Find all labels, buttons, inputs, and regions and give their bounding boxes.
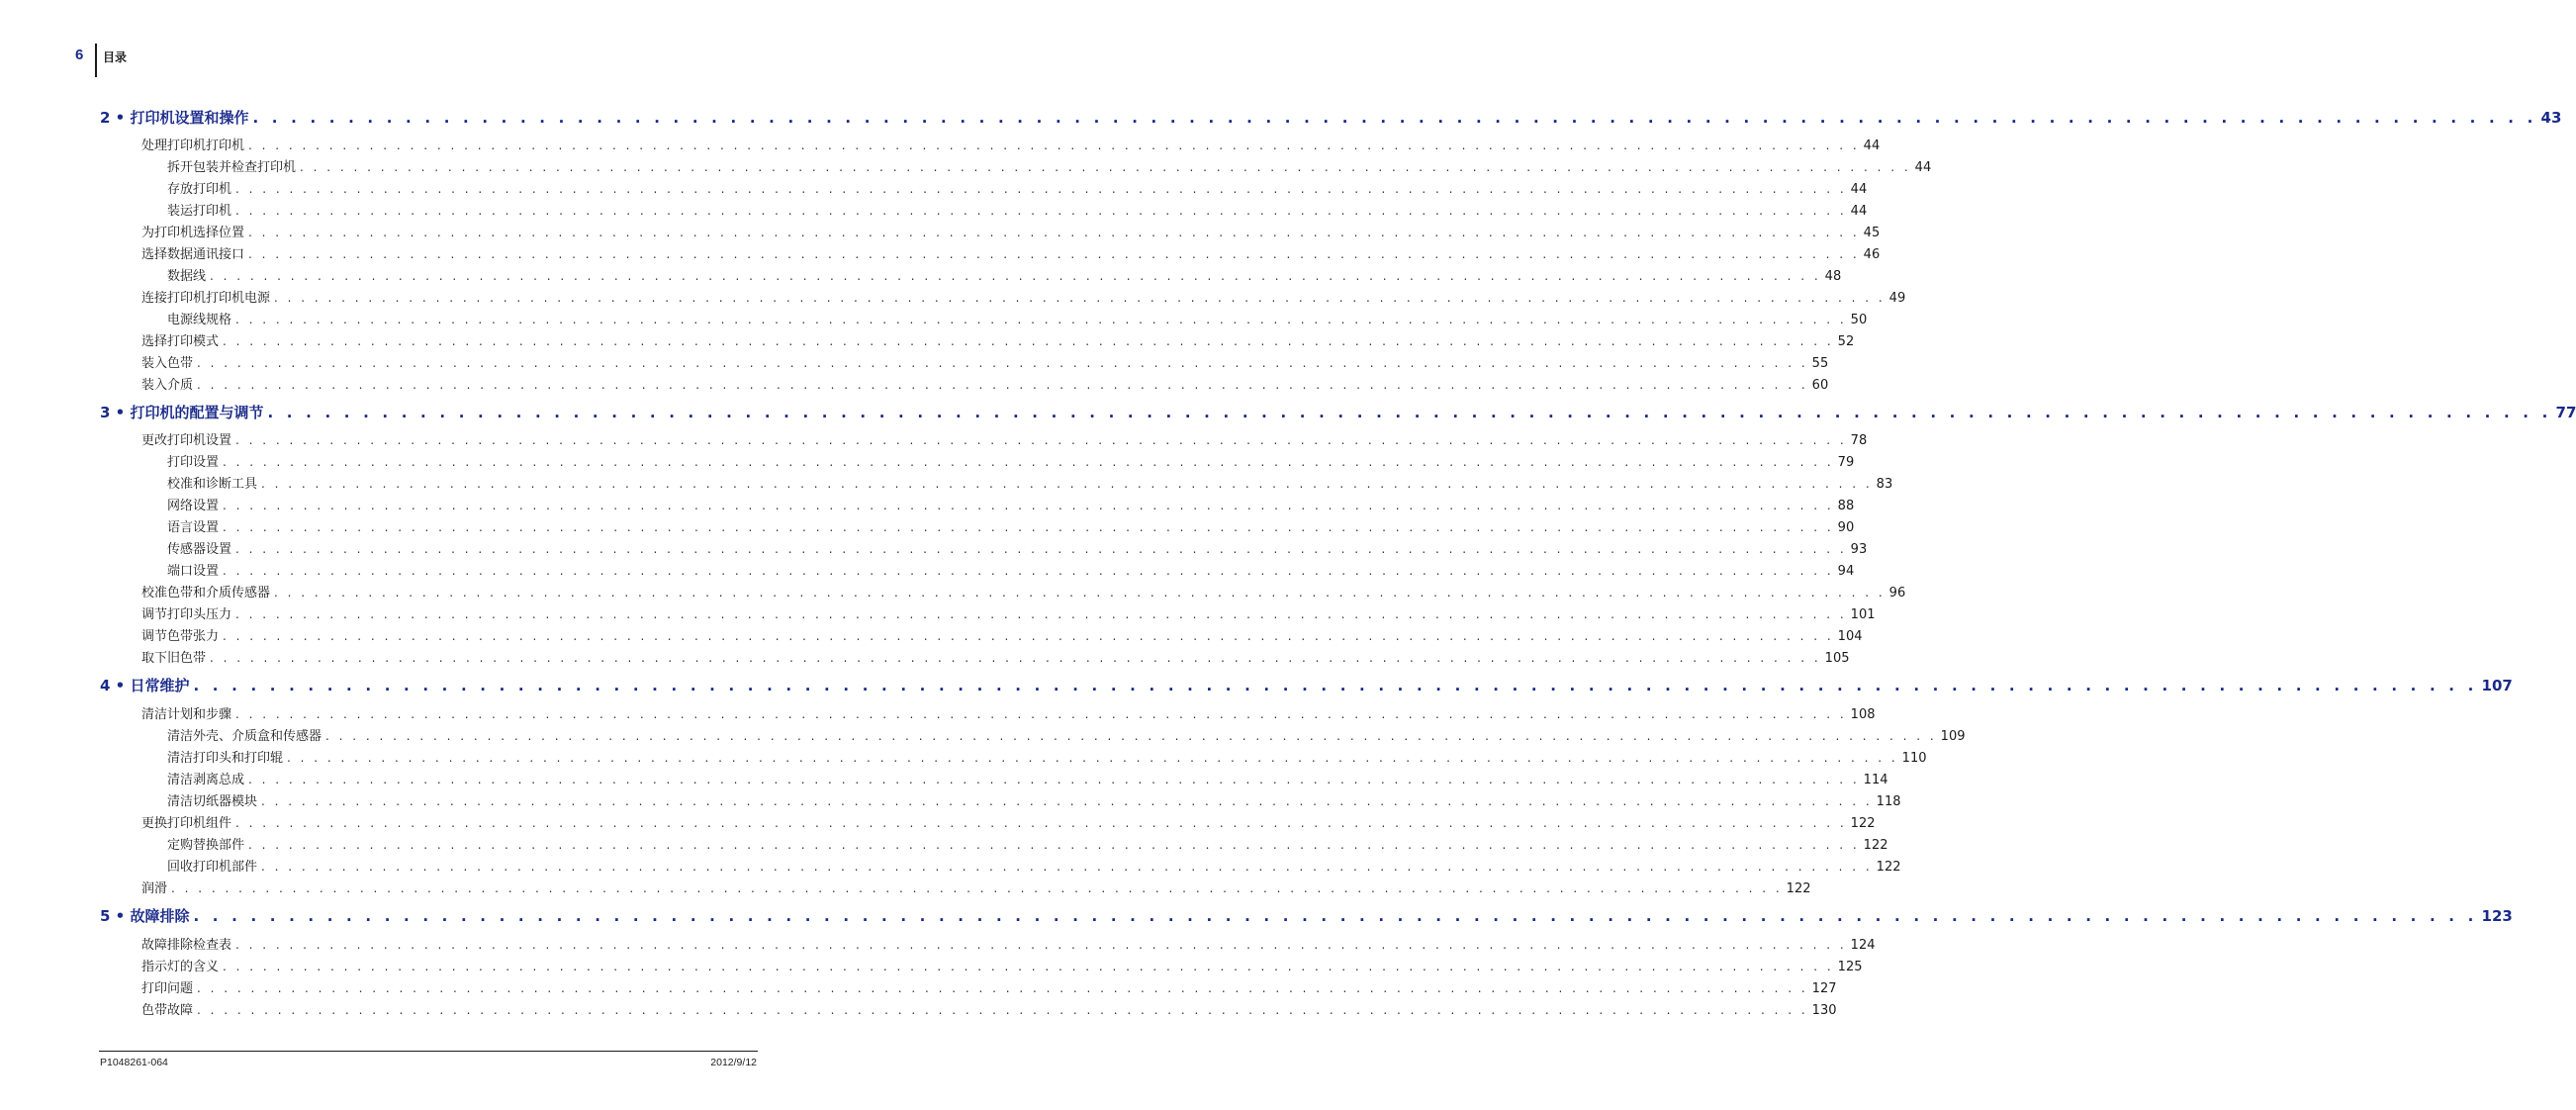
toc-entry-page: 130 [1811,1003,1837,1018]
toc-leader-dots: . . . . . . . . . . . . . . . . . . . . . . . . . . . . . . . . . . . . . . . . . . . . . . . . . . . . . . . . . . . . . . . . . . . . . . . . . . . . . . . . . . . . . . . . . . . . . . . . . . . . . . . . . . . . . . . . . . . . . . . . [235,938,1847,952]
toc-entry-page: 90 [1837,520,1855,535]
toc-leader-dots: . . . . . . . . . . . . . . . . . . . . . . . . . . . . . . . . . . . . . . . . . . . . . . . . . . . . . . . . . . . . . . . . . . . . . . . . . . . . . . . . . . . . . . . . . . . . . . . . . . . . . . . . . . . . . . . . . . . . . . . . [235,707,1847,721]
toc-entry[interactable] [167,200,1868,219]
toc-entry-page: 125 [1837,960,1863,974]
toc-leader-dots: . . . . . . . . . . . . . . . . . . . . . . . . . . . . . . . . . . . . . . . . . . . . . . . . . . . . . . . . . . . . . . . . . . . . . . . . . . . . . . . . . . . . . . . . . . . . . . . . . . . . . . . . . . . . . . . . . . . . . . . . [325,729,1937,743]
toc-entry-label: 端口设置 [167,564,220,579]
toc-entry-page: 43 [2540,109,2562,127]
toc-entry-page: 127 [1811,981,1837,996]
toc-entry-label: 校准色带和介质传感器 [141,586,271,601]
toc-entry[interactable] [141,625,1863,644]
toc-entry-label: 3 • 打印机的配置与调节 [100,404,264,421]
toc-entry-page: 88 [1837,499,1855,513]
toc-entry-page: 105 [1824,651,1850,666]
toc-entry-label: 调节色带张力 [141,629,220,644]
toc-entry-page: 122 [1876,860,1901,875]
toc-entry[interactable] [141,603,1876,622]
toc-entry-label: 打印设置 [167,455,220,470]
toc-entry-page: 124 [1850,938,1876,953]
toc-entry[interactable] [167,560,1855,579]
toc-leader-dots: . . . . . . . . . . . . . . . . . . . . . . . . . . . . . . . . . . . . . . . . . . . . . . . . . . . . . . . . . . . . . . . . . . . . . . . . . . . . . . . . . . . . . . . . . . . . . . . . . . . . . . . . . . . . . . . . . . . . . . . . [223,499,1834,512]
toc-entry-label: 2 • 打印机设置和操作 [100,109,249,127]
toc-entry[interactable] [141,582,1906,601]
toc-entry-page: 44 [1850,204,1868,219]
toc-leader-dots: . . . . . . . . . . . . . . . . . . . . . . . . . . . . . . . . . . . . . . . . . . . . . . . . . . . . . . . . . . . . . . . . . . . . . . . . . . . . . . . . . . . . . . . . . . . . . . . . . . . . . . . . . . . . . . . . . . . . . . . . [223,629,1834,643]
toc-leader-dots: . . . . . . . . . . . . . . . . . . . . . . . . . . . . . . . . . . . . . . . . . . . . . . . . . . . . . . . . . . . . . . . . . . . . . . . . . . . . . . . . . . . . . . . . . . . . . . . . . . . . . . . . . . . . . . . . . . . . . . . . [235,542,1847,556]
toc-entry[interactable] [167,309,1868,327]
toc-entry-label: 润滑 [141,881,168,896]
toc-leader-dots: . . . . . . . . . . . . . . . . . . . . . . . . . . . . . . . . . . . . . . . . . . . . . . . . . . . . . . . . . . . . . . . . . . . . . . . . . . . . . . . . . . . . . . . . . . . . . . . . . . . . . . . . . . . . . . . . . . . . . . . . [197,981,1808,995]
toc-leader-dots: . . . . . . . . . . . . . . . . . . . . . . . . . . . . . . . . . . . . . . . . . . . . . . . . . . . . . . . . . . . . . . . . . . . . . . . . . . . . . . . . . . . . . . . . . . . . . . . . . . . . . . . . . . . . . . . . . . . . . . . . [197,378,1808,392]
toc-entry[interactable] [141,999,1837,1018]
toc-entry-page: 50 [1850,313,1868,327]
header-page-number: 6 [75,46,84,63]
toc-entry-label: 选择打印模式 [141,334,220,349]
footer-doc-number: P1048261-064 [100,1057,168,1068]
toc-entry-label: 4 • 日常维护 [100,677,190,694]
toc-leader-dots: . . . . . . . . . . . . . . . . . . . . . . . . . . . . . . . . . . . . . . . . . . . . . . . . . . . . . . . . . . . . . . . . . . . . . . . . . . . . . . . . . . . . . . . . . . . . . . . . . . . . . . . . . . . . . . . . . . . . . . . . [235,607,1847,621]
toc-chapter-entry[interactable] [100,402,2576,422]
toc-leader-dots: . . . . . . . . . . . . . . . . . . . . . . . . . . . . . . . . . . . . . . . . . . . . . . . . . . . . . . . . . . . . . . . . . . . . . . . . . . . . . . . . . . . . . . . . . . . . . . . . . . . . . . . . . . . . . . . . . . . . . . . . [223,520,1834,534]
toc-entry-label: 更改打印机设置 [141,433,232,448]
toc-leader-dots: . . . . . . . . . . . . . . . . . . . . . . . . . . . . . . . . . . . . . . . . . . . . . . . . . . . . . . . . . . . . . . . . . . . . . . . . . . . . . . . . . . . . . . . . . . . . . . . . . . . . . . . . . . . . . . . . . . . . . . . . [223,960,1834,973]
toc-entry-label: 调节打印头压力 [141,607,232,622]
toc-leader-dots: . . . . . . . . . . . . . . . . . . . . . . . . . . . . . . . . . . . . . . . . . . . . . . . . . . . . . . . . . . . . . . . . . . . . . . . . . . . . . . . . . . . . . . . . . . . . . . . . . . . . . . . . . . . . . . . . . . . . . . . . [235,182,1847,196]
toc-entry-page: 77 [2555,404,2576,421]
toc-entry-label: 装运打印机 [167,204,232,219]
toc-entry[interactable] [167,856,1901,875]
toc-entry-page: 108 [1850,707,1876,722]
toc-entry[interactable] [167,747,1927,766]
toc-entry[interactable] [167,834,1888,853]
toc-entry[interactable] [141,374,1829,393]
toc-entry[interactable] [167,538,1868,557]
toc-leader-dots: . . . . . . . . . . . . . . . . . . . . . . . . . . . . . . . . . . . . . . . . . . . . . . . . . . . . . . . . . . . . . . . . . . . . . . . . . . . . . . . . . . . . . . . . . . . . . . . . . . . . . . . . . . . . . . . . . . . . . . . . [223,564,1834,578]
toc-leader-dots: . . . . . . . . . . . . . . . . . . . . . . . . . . . . . . . . . . . . . . . . . . . . . . . . . . . . . . . . . . . . . . . . . . . . . . . . . . . . . . . . . . . . . . . . . . . . . . . . . . . . . . . . . . . . . . . . . . . . . . . . [248,139,1860,152]
toc-entry-label: 5 • 故障排除 [100,907,190,925]
toc-entry-label: 网络设置 [167,499,220,513]
toc-entry[interactable] [167,451,1855,470]
toc-entry-page: 44 [1863,139,1881,153]
toc-entry-page: 123 [2481,907,2513,925]
toc-entry[interactable] [141,222,1881,240]
toc-entry-page: 45 [1863,226,1881,240]
toc-entry-label: 清洁剥离总成 [167,773,245,787]
toc-leader-dots: . . . . . . . . . . . . . . . . . . . . . . . . . . . . . . . . . . . . . . . . . . . . . . . . . . . . . . . . . . . . . . . . . . . . . . . . . . . . . . . . . . . . . . . . . . . . . . . . . . . . . . . . . . . . . . . . . . . . . . . . [300,160,1911,174]
toc-entry-label: 装入色带 [141,356,194,371]
toc-chapter-entry[interactable] [100,905,2513,926]
toc-entry-label: 装入介质 [141,378,194,393]
toc-entry-page: 60 [1811,378,1829,393]
toc-entry-page: 44 [1914,160,1932,175]
toc-leader-dots: . . . . . . . . . . . . . . . . . . . . . . . . . . . . . . . . . . . . . . . . . . . . . . . . . . . . . . . . . . . . . . . . . . . . . . . . . . . . . . . . . . . . . . . . . . . . . . . . . . . . . . . . . . . . . . . . . . . . . . . . [261,860,1873,874]
toc-entry-label: 色带故障 [141,1003,194,1018]
toc-entry-page: 55 [1811,356,1829,371]
toc-entry-page: 122 [1863,838,1888,853]
toc-entry-label: 校准和诊断工具 [167,477,258,492]
toc-entry[interactable] [141,330,1855,349]
toc-entry-label: 清洁切纸器模块 [167,794,258,809]
toc-leader-dots: . . . . . . . . . . . . . . . . . . . . . . . . . . . . . . . . . . . . . . . . . . . . . . . . . . . . . . . . . . . . . . . . . . . . . . . . . . . . . . . . . . . . . . . . . . . . . . . . . . . . . . . . . . . . . . . . . . . . . . . . [261,477,1873,491]
toc-entry[interactable] [167,516,1855,535]
toc-leader-dots: . . . . . . . . . . . . . . . . . . . . . . . . . . . . . . . . . . . . . . . . . . . . . . . . . . . . . . . . . . . . . . . . . . . . . . . . . . . . . . . . . . . . . . . . . . . . . . . . . . . . . . . . . . . . . . . . . . . . . . . . [274,586,1886,600]
toc-entry[interactable] [167,790,1901,809]
toc-entry-page: 79 [1837,455,1855,470]
toc-entry-label: 传感器设置 [167,542,232,557]
toc-leader-dots: . . . . . . . . . . . . . . . . . . . . . . . . . . . . . . . . . . . . . . . . . . . . . . . . . . . . . . . . . . . . . . . . . . . . . . . . . . . . . . . . . . . . . . . . . . . . . . . . . . . . . . . . . . . . . . . . . . . . . . . . [248,226,1860,239]
toc-entry-page: 48 [1824,269,1842,284]
toc-entry-page: 109 [1940,729,1966,744]
toc-entry-page: 94 [1837,564,1855,579]
toc-leader-dots: . . . . . . . . . . . . . . . . . . . . . . . . . . . . . . . . . . . . . . . . . . . . . . . . . . . . . . . . . . . . . . . . . . . . . . . . . . . . . . . . . . . . . . . . . . . . . . . . . . . . . . . . . . . . . . . . . . . . . . . . [193,677,2478,694]
toc-leader-dots: . . . . . . . . . . . . . . . . . . . . . . . . . . . . . . . . . . . . . . . . . . . . . . . . . . . . . . . . . . . . . . . . . . . . . . . . . . . . . . . . . . . . . . . . . . . . . . . . . . . . . . . . . . . . . . . . . . . . . . . . [171,881,1783,895]
toc-entry-label: 数据线 [167,269,207,284]
toc-entry[interactable] [167,495,1855,513]
toc-entry-label: 选择数据通讯接口 [141,247,245,262]
toc-leader-dots: . . . . . . . . . . . . . . . . . . . . . . . . . . . . . . . . . . . . . . . . . . . . . . . . . . . . . . . . . . . . . . . . . . . . . . . . . . . . . . . . . . . . . . . . . . . . . . . . . . . . . . . . . . . . . . . . . . . . . . . . [287,751,1898,765]
toc-entry-page: 52 [1837,334,1855,349]
toc-entry-label: 拆开包装并检查打印机 [167,160,297,175]
toc-leader-dots: . . . . . . . . . . . . . . . . . . . . . . . . . . . . . . . . . . . . . . . . . . . . . . . . . . . . . . . . . . . . . . . . . . . . . . . . . . . . . . . . . . . . . . . . . . . . . . . . . . . . . . . . . . . . . . . . . . . . . . . . [197,1003,1808,1017]
toc-entry-label: 为打印机选择位置 [141,226,245,240]
toc-leader-dots: . . . . . . . . . . . . . . . . . . . . . . . . . . . . . . . . . . . . . . . . . . . . . . . . . . . . . . . . . . . . . . . . . . . . . . . . . . . . . . . . . . . . . . . . . . . . . . . . . . . . . . . . . . . . . . . . . . . . . . . . [235,313,1847,326]
toc-entry[interactable] [141,812,1876,831]
toc-entry-label: 故障排除检查表 [141,938,232,953]
toc-leader-dots: . . . . . . . . . . . . . . . . . . . . . . . . . . . . . . . . . . . . . . . . . . . . . . . . . . . . . . . . . . . . . . . . . . . . . . . . . . . . . . . . . . . . . . . . . . . . . . . . . . . . . . . . . . . . . . . . . . . . . . . . [274,291,1886,305]
toc-leader-dots: . . . . . . . . . . . . . . . . . . . . . . . . . . . . . . . . . . . . . . . . . . . . . . . . . . . . . . . . . . . . . . . . . . . . . . . . . . . . . . . . . . . . . . . . . . . . . . . . . . . . . . . . . . . . . . . . . . . . . . . . [210,269,1821,283]
toc-leader-dots: . . . . . . . . . . . . . . . . . . . . . . . . . . . . . . . . . . . . . . . . . . . . . . . . . . . . . . . . . . . . . . . . . . . . . . . . . . . . . . . . . . . . . . . . . . . . . . . . . . . . . . . . . . . . . . . . . . . . . . . . [235,433,1847,447]
toc-leader-dots: . . . . . . . . . . . . . . . . . . . . . . . . . . . . . . . . . . . . . . . . . . . . . . . . . . . . . . . . . . . . . . . . . . . . . . . . . . . . . . . . . . . . . . . . . . . . . . . . . . . . . . . . . . . . . . . . . . . . . . . . [197,356,1808,370]
toc-leader-dots: . . . . . . . . . . . . . . . . . . . . . . . . . . . . . . . . . . . . . . . . . . . . . . . . . . . . . . . . . . . . . . . . . . . . . . . . . . . . . . . . . . . . . . . . . . . . . . . . . . . . . . . . . . . . . . . . . . . . . . . . [193,907,2478,925]
toc-leader-dots: . . . . . . . . . . . . . . . . . . . . . . . . . . . . . . . . . . . . . . . . . . . . . . . . . . . . . . . . . . . . . . . . . . . . . . . . . . . . . . . . . . . . . . . . . . . . . . . . . . . . . . . . . . . . . . . . . . . . . . . . [248,838,1860,852]
toc-leader-dots: . . . . . . . . . . . . . . . . . . . . . . . . . . . . . . . . . . . . . . . . . . . . . . . . . . . . . . . . . . . . . . . . . . . . . . . . . . . . . . . . . . . . . . . . . . . . . . . . . . . . . . . . . . . . . . . . . . . . . . . . [223,455,1834,469]
toc-entry-page: 93 [1850,542,1868,557]
footer-rule [99,1051,758,1052]
toc-leader-dots: . . . . . . . . . . . . . . . . . . . . . . . . . . . . . . . . . . . . . . . . . . . . . . . . . . . . . . . . . . . . . . . . . . . . . . . . . . . . . . . . . . . . . . . . . . . . . . . . . . . . . . . . . . . . . . . . . . . . . . . . [223,334,1834,348]
toc-entry[interactable] [141,647,1850,666]
toc-entry-label: 定购替换部件 [167,838,245,853]
toc-entry-page: 101 [1850,607,1876,622]
toc-entry-label: 打印问题 [141,981,194,996]
toc-entry-page: 78 [1850,433,1868,448]
toc-entry-label: 连接打印机打印机电源 [141,291,271,306]
toc-entry[interactable] [141,934,1876,953]
toc-leader-dots: . . . . . . . . . . . . . . . . . . . . . . . . . . . . . . . . . . . . . . . . . . . . . . . . . . . . . . . . . . . . . . . . . . . . . . . . . . . . . . . . . . . . . . . . . . . . . . . . . . . . . . . . . . . . . . . . . . . . . . . . [248,247,1860,261]
toc-entry-label: 回收打印机部件 [167,860,258,875]
toc-entry[interactable] [141,243,1881,262]
toc-entry[interactable] [141,429,1868,448]
toc-entry-label: 电源线规格 [167,313,232,327]
toc-leader-dots: . . . . . . . . . . . . . . . . . . . . . . . . . . . . . . . . . . . . . . . . . . . . . . . . . . . . . . . . . . . . . . . . . . . . . . . . . . . . . . . . . . . . . . . . . . . . . . . . . . . . . . . . . . . . . . . . . . . . . . . . [210,651,1821,665]
toc-entry-label: 指示灯的含义 [141,960,220,974]
toc-entry-label: 清洁外壳、介质盒和传感器 [167,729,322,744]
toc-entry-page: 114 [1863,773,1888,787]
toc-entry[interactable] [167,265,1842,284]
toc-entry-page: 107 [2481,677,2513,694]
toc-entry[interactable] [141,956,1863,974]
toc-chapter-entry[interactable] [100,107,2562,128]
toc-entry[interactable] [141,878,1811,896]
toc-entry-label: 取下旧色带 [141,651,207,666]
toc-entry[interactable] [141,135,1881,153]
header-title: 目录 [103,50,128,64]
toc-entry-page: 122 [1786,881,1811,896]
toc-entry-page: 49 [1888,291,1906,306]
toc-entry[interactable] [141,703,1876,722]
toc-leader-dots: . . . . . . . . . . . . . . . . . . . . . . . . . . . . . . . . . . . . . . . . . . . . . . . . . . . . . . . . . . . . . . . . . . . . . . . . . . . . . . . . . . . . . . . . . . . . . . . . . . . . . . . . . . . . . . . . . . . . . . . . [261,794,1873,808]
toc-entry-page: 83 [1876,477,1893,492]
toc-leader-dots: . . . . . . . . . . . . . . . . . . . . . . . . . . . . . . . . . . . . . . . . . . . . . . . . . . . . . . . . . . . . . . . . . . . . . . . . . . . . . . . . . . . . . . . . . . . . . . . . . . . . . . . . . . . . . . . . . . . . . . . . [267,404,2552,421]
toc-entry-page: 118 [1876,794,1901,809]
toc-entry-label: 清洁计划和步骤 [141,707,232,722]
toc-entry-label: 处理打印机打印机 [141,139,245,153]
toc-entry[interactable] [141,287,1906,306]
toc-entry[interactable] [167,473,1893,492]
toc-entry-label: 清洁打印头和打印辊 [167,751,284,766]
toc-leader-dots: . . . . . . . . . . . . . . . . . . . . . . . . . . . . . . . . . . . . . . . . . . . . . . . . . . . . . . . . . . . . . . . . . . . . . . . . . . . . . . . . . . . . . . . . . . . . . . . . . . . . . . . . . . . . . . . . . . . . . . . . [235,204,1847,218]
toc-entry-page: 96 [1888,586,1906,601]
toc-chapter-entry[interactable] [100,675,2513,695]
toc-entry-label: 语言设置 [167,520,220,535]
footer-date: 2012/9/12 [710,1057,757,1068]
toc-entry[interactable] [167,769,1888,787]
toc-entry-label: 存放打印机 [167,182,232,197]
toc-entry-page: 122 [1850,816,1876,831]
toc-entry-page: 110 [1901,751,1927,766]
toc-entry[interactable] [167,178,1868,197]
toc-entry-label: 更换打印机组件 [141,816,232,831]
toc-leader-dots: . . . . . . . . . . . . . . . . . . . . . . . . . . . . . . . . . . . . . . . . . . . . . . . . . . . . . . . . . . . . . . . . . . . . . . . . . . . . . . . . . . . . . . . . . . . . . . . . . . . . . . . . . . . . . . . . . . . . . . . . [248,773,1860,786]
toc-entry[interactable] [141,352,1829,371]
toc-leader-dots: . . . . . . . . . . . . . . . . . . . . . . . . . . . . . . . . . . . . . . . . . . . . . . . . . . . . . . . . . . . . . . . . . . . . . . . . . . . . . . . . . . . . . . . . . . . . . . . . . . . . . . . . . . . . . . . . . . . . . . . . [252,109,2537,127]
toc-entry-page: 46 [1863,247,1881,262]
toc-entry[interactable] [167,725,1966,744]
toc-entry[interactable] [141,977,1837,996]
toc-entry-page: 44 [1850,182,1868,197]
toc-entry-page: 104 [1837,629,1863,644]
toc-entry[interactable] [167,156,1932,175]
toc-leader-dots: . . . . . . . . . . . . . . . . . . . . . . . . . . . . . . . . . . . . . . . . . . . . . . . . . . . . . . . . . . . . . . . . . . . . . . . . . . . . . . . . . . . . . . . . . . . . . . . . . . . . . . . . . . . . . . . . . . . . . . . . [235,816,1847,830]
